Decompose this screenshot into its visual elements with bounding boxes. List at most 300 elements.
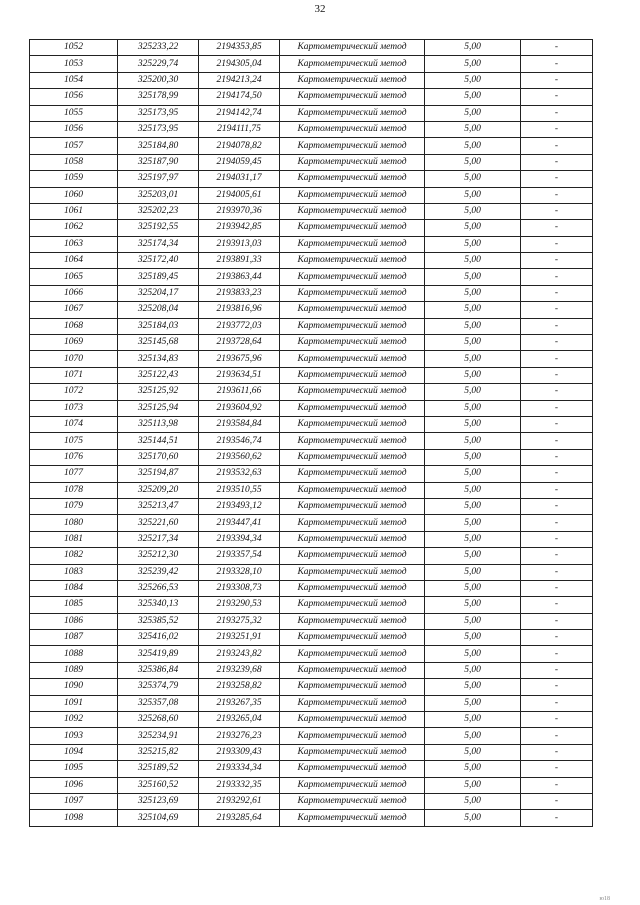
note-cell: - [521,531,593,547]
method-cell: Картометрический метод [280,744,425,760]
x-coordinate-cell: 325385,52 [118,613,199,629]
method-cell: Картометрический метод [280,482,425,498]
x-coordinate-cell: 325215,82 [118,744,199,760]
note-cell: - [521,761,593,777]
point-number-cell: 1058 [30,154,118,170]
x-coordinate-cell: 325125,94 [118,400,199,416]
table-row [30,171,593,187]
point-number-cell: 1089 [30,662,118,678]
y-coordinate-cell: 2194031,17 [199,171,280,187]
accuracy-cell: 5,00 [425,253,521,269]
y-coordinate-cell: 2194078,82 [199,138,280,154]
x-coordinate-cell: 325113,98 [118,416,199,432]
note-cell: - [521,777,593,793]
x-coordinate-cell: 325239,42 [118,564,199,580]
point-number-cell: 1061 [30,203,118,219]
y-coordinate-cell: 2193942,85 [199,220,280,236]
y-coordinate-cell: 2193863,44 [199,269,280,285]
table-row [30,367,593,383]
accuracy-cell: 5,00 [425,384,521,400]
method-cell: Картометрический метод [280,105,425,121]
x-coordinate-cell: 325145,68 [118,335,199,351]
method-cell: Картометрический метод [280,728,425,744]
method-cell: Картометрический метод [280,662,425,678]
accuracy-cell: 5,00 [425,810,521,826]
point-number-cell: 1088 [30,646,118,662]
y-coordinate-cell: 2193913,03 [199,236,280,252]
x-coordinate-cell: 325208,04 [118,302,199,318]
y-coordinate-cell: 2194174,50 [199,89,280,105]
y-coordinate-cell: 2194059,45 [199,154,280,170]
page-number: 32 [314,3,326,15]
accuracy-cell: 5,00 [425,744,521,760]
y-coordinate-cell: 2193510,55 [199,482,280,498]
y-coordinate-cell: 2194142,74 [199,105,280,121]
table-row [30,433,593,449]
method-cell: Картометрический метод [280,580,425,596]
note-cell: - [521,466,593,482]
note-cell: - [521,793,593,809]
method-cell: Картометрический метод [280,56,425,72]
method-cell: Картометрический метод [280,269,425,285]
table-row [30,253,593,269]
y-coordinate-cell: 2194305,04 [199,56,280,72]
note-cell: - [521,613,593,629]
note-cell: - [521,728,593,744]
method-cell: Картометрический метод [280,777,425,793]
table-row [30,318,593,334]
note-cell: - [521,564,593,580]
accuracy-cell: 5,00 [425,498,521,514]
x-coordinate-cell: 325217,34 [118,531,199,547]
y-coordinate-cell: 2193275,32 [199,613,280,629]
method-cell: Картометрический метод [280,449,425,465]
accuracy-cell: 5,00 [425,597,521,613]
accuracy-cell: 5,00 [425,40,521,56]
table-row [30,482,593,498]
y-coordinate-cell: 2193290,53 [199,597,280,613]
note-cell: - [521,679,593,695]
accuracy-cell: 5,00 [425,466,521,482]
point-number-cell: 1056 [30,121,118,137]
method-cell: Картометрический метод [280,761,425,777]
y-coordinate-cell: 2193493,12 [199,498,280,514]
note-cell: - [521,72,593,88]
table-row [30,154,593,170]
accuracy-cell: 5,00 [425,138,521,154]
coordinates-table-body [30,40,593,827]
table-row [30,72,593,88]
point-number-cell: 1059 [30,171,118,187]
y-coordinate-cell: 2193258,82 [199,679,280,695]
method-cell: Картометрический метод [280,515,425,531]
point-number-cell: 1096 [30,777,118,793]
x-coordinate-cell: 325416,02 [118,630,199,646]
note-cell: - [521,810,593,826]
table-row [30,105,593,121]
table-row [30,515,593,531]
note-cell: - [521,335,593,351]
note-cell: - [521,318,593,334]
note-cell: - [521,646,593,662]
table-row [30,712,593,728]
table-row [30,679,593,695]
x-coordinate-cell: 325202,23 [118,203,199,219]
x-coordinate-cell: 325172,40 [118,253,199,269]
method-cell: Картометрический метод [280,187,425,203]
accuracy-cell: 5,00 [425,662,521,678]
note-cell: - [521,433,593,449]
table-row [30,416,593,432]
method-cell: Картометрический метод [280,630,425,646]
table-row [30,220,593,236]
note-cell: - [521,548,593,564]
point-number-cell: 1070 [30,351,118,367]
y-coordinate-cell: 2193308,73 [199,580,280,596]
x-coordinate-cell: 325200,30 [118,72,199,88]
y-coordinate-cell: 2193328,10 [199,564,280,580]
method-cell: Картометрический метод [280,220,425,236]
note-cell: - [521,89,593,105]
y-coordinate-cell: 2193309,43 [199,744,280,760]
method-cell: Картометрический метод [280,171,425,187]
y-coordinate-cell: 2193532,63 [199,466,280,482]
x-coordinate-cell: 325144,51 [118,433,199,449]
x-coordinate-cell: 325170,60 [118,449,199,465]
y-coordinate-cell: 2194111,75 [199,121,280,137]
table-row [30,285,593,301]
point-number-cell: 1072 [30,384,118,400]
point-number-cell: 1064 [30,253,118,269]
accuracy-cell: 5,00 [425,302,521,318]
x-coordinate-cell: 325221,60 [118,515,199,531]
x-coordinate-cell: 325184,03 [118,318,199,334]
note-cell: - [521,40,593,56]
point-number-cell: 1062 [30,220,118,236]
x-coordinate-cell: 325173,95 [118,105,199,121]
y-coordinate-cell: 2193675,96 [199,351,280,367]
method-cell: Картометрический метод [280,695,425,711]
point-number-cell: 1074 [30,416,118,432]
y-coordinate-cell: 2193560,62 [199,449,280,465]
note-cell: - [521,400,593,416]
point-number-cell: 1075 [30,433,118,449]
x-coordinate-cell: 325266,53 [118,580,199,596]
method-cell: Картометрический метод [280,712,425,728]
accuracy-cell: 5,00 [425,72,521,88]
accuracy-cell: 5,00 [425,236,521,252]
accuracy-cell: 5,00 [425,171,521,187]
y-coordinate-cell: 2193251,91 [199,630,280,646]
table-row [30,630,593,646]
point-number-cell: 1055 [30,105,118,121]
x-coordinate-cell: 325189,52 [118,761,199,777]
table-row [30,400,593,416]
method-cell: Картометрический метод [280,613,425,629]
accuracy-cell: 5,00 [425,613,521,629]
y-coordinate-cell: 2193239,68 [199,662,280,678]
accuracy-cell: 5,00 [425,351,521,367]
accuracy-cell: 5,00 [425,121,521,137]
note-cell: - [521,498,593,514]
note-cell: - [521,449,593,465]
note-cell: - [521,351,593,367]
table-row [30,335,593,351]
point-number-cell: 1060 [30,187,118,203]
note-cell: - [521,482,593,498]
note-cell: - [521,285,593,301]
table-row [30,236,593,252]
y-coordinate-cell: 2193728,64 [199,335,280,351]
note-cell: - [521,580,593,596]
accuracy-cell: 5,00 [425,728,521,744]
y-coordinate-cell: 2193611,66 [199,384,280,400]
method-cell: Картометрический метод [280,318,425,334]
accuracy-cell: 5,00 [425,187,521,203]
y-coordinate-cell: 2193285,64 [199,810,280,826]
y-coordinate-cell: 2193604,92 [199,400,280,416]
point-number-cell: 1067 [30,302,118,318]
method-cell: Картометрический метод [280,548,425,564]
y-coordinate-cell: 2193276,23 [199,728,280,744]
x-coordinate-cell: 325134,83 [118,351,199,367]
table-row [30,761,593,777]
point-number-cell: 1095 [30,761,118,777]
x-coordinate-cell: 325104,69 [118,810,199,826]
method-cell: Картометрический метод [280,466,425,482]
method-cell: Картометрический метод [280,40,425,56]
point-number-cell: 1094 [30,744,118,760]
accuracy-cell: 5,00 [425,285,521,301]
accuracy-cell: 5,00 [425,416,521,432]
table-row [30,269,593,285]
y-coordinate-cell: 2194005,61 [199,187,280,203]
x-coordinate-cell: 325213,47 [118,498,199,514]
y-coordinate-cell: 2193891,33 [199,253,280,269]
x-coordinate-cell: 325212,30 [118,548,199,564]
method-cell: Картометрический метод [280,351,425,367]
accuracy-cell: 5,00 [425,548,521,564]
point-number-cell: 1057 [30,138,118,154]
method-cell: Картометрический метод [280,89,425,105]
table-row [30,466,593,482]
table-row [30,564,593,580]
note-cell: - [521,384,593,400]
note-cell: - [521,744,593,760]
y-coordinate-cell: 2193447,41 [199,515,280,531]
x-coordinate-cell: 325160,52 [118,777,199,793]
accuracy-cell: 5,00 [425,400,521,416]
method-cell: Картометрический метод [280,793,425,809]
point-number-cell: 1073 [30,400,118,416]
accuracy-cell: 5,00 [425,367,521,383]
note-cell: - [521,302,593,318]
table-row [30,728,593,744]
point-number-cell: 1068 [30,318,118,334]
point-number-cell: 1082 [30,548,118,564]
note-cell: - [521,712,593,728]
y-coordinate-cell: 2194213,24 [199,72,280,88]
point-number-cell: 1065 [30,269,118,285]
point-number-cell: 1054 [30,72,118,88]
table-row [30,793,593,809]
table-row [30,580,593,596]
x-coordinate-cell: 325229,74 [118,56,199,72]
y-coordinate-cell: 2193833,23 [199,285,280,301]
table-row [30,121,593,137]
point-number-cell: 1078 [30,482,118,498]
x-coordinate-cell: 325178,99 [118,89,199,105]
method-cell: Картометрический метод [280,335,425,351]
point-number-cell: 1079 [30,498,118,514]
note-cell: - [521,121,593,137]
method-cell: Картометрический метод [280,679,425,695]
table-row [30,777,593,793]
accuracy-cell: 5,00 [425,220,521,236]
accuracy-cell: 5,00 [425,318,521,334]
table-row [30,89,593,105]
point-number-cell: 1086 [30,613,118,629]
y-coordinate-cell: 2193584,84 [199,416,280,432]
y-coordinate-cell: 2194353,85 [199,40,280,56]
table-row [30,531,593,547]
point-number-cell: 1071 [30,367,118,383]
note-cell: - [521,269,593,285]
point-number-cell: 1091 [30,695,118,711]
x-coordinate-cell: 325184,80 [118,138,199,154]
method-cell: Картометрический метод [280,367,425,383]
accuracy-cell: 5,00 [425,679,521,695]
x-coordinate-cell: 325189,45 [118,269,199,285]
point-number-cell: 1080 [30,515,118,531]
x-coordinate-cell: 325192,55 [118,220,199,236]
x-coordinate-cell: 325374,79 [118,679,199,695]
y-coordinate-cell: 2193634,51 [199,367,280,383]
method-cell: Картометрический метод [280,154,425,170]
y-coordinate-cell: 2193334,34 [199,761,280,777]
x-coordinate-cell: 325187,90 [118,154,199,170]
point-number-cell: 1066 [30,285,118,301]
note-cell: - [521,220,593,236]
note-cell: - [521,662,593,678]
point-number-cell: 1063 [30,236,118,252]
x-coordinate-cell: 325419,89 [118,646,199,662]
note-cell: - [521,171,593,187]
table-row [30,597,593,613]
note-cell: - [521,236,593,252]
coordinates-table [29,39,593,827]
y-coordinate-cell: 2193292,61 [199,793,280,809]
accuracy-cell: 5,00 [425,154,521,170]
x-coordinate-cell: 325125,92 [118,384,199,400]
method-cell: Картометрический метод [280,400,425,416]
y-coordinate-cell: 2193394,34 [199,531,280,547]
accuracy-cell: 5,00 [425,580,521,596]
note-cell: - [521,630,593,646]
y-coordinate-cell: 2193265,04 [199,712,280,728]
note-cell: - [521,515,593,531]
x-coordinate-cell: 325123,69 [118,793,199,809]
x-coordinate-cell: 325357,08 [118,695,199,711]
point-number-cell: 1052 [30,40,118,56]
y-coordinate-cell: 2193546,74 [199,433,280,449]
method-cell: Картометрический метод [280,564,425,580]
method-cell: Картометрический метод [280,646,425,662]
method-cell: Картометрический метод [280,597,425,613]
note-cell: - [521,56,593,72]
note-cell: - [521,105,593,121]
table-row [30,662,593,678]
point-number-cell: 1084 [30,580,118,596]
point-number-cell: 1053 [30,56,118,72]
y-coordinate-cell: 2193970,36 [199,203,280,219]
note-cell: - [521,154,593,170]
note-cell: - [521,203,593,219]
point-number-cell: 1076 [30,449,118,465]
method-cell: Картометрический метод [280,253,425,269]
accuracy-cell: 5,00 [425,203,521,219]
method-cell: Картометрический метод [280,531,425,547]
method-cell: Картометрический метод [280,285,425,301]
point-number-cell: 1092 [30,712,118,728]
y-coordinate-cell: 2193243,82 [199,646,280,662]
table-row [30,548,593,564]
accuracy-cell: 5,00 [425,564,521,580]
accuracy-cell: 5,00 [425,269,521,285]
table-row [30,56,593,72]
method-cell: Картометрический метод [280,121,425,137]
point-number-cell: 1081 [30,531,118,547]
accuracy-cell: 5,00 [425,695,521,711]
accuracy-cell: 5,00 [425,646,521,662]
point-number-cell: 1098 [30,810,118,826]
x-coordinate-cell: 325234,91 [118,728,199,744]
method-cell: Картометрический метод [280,498,425,514]
x-coordinate-cell: 325340,13 [118,597,199,613]
table-row [30,138,593,154]
y-coordinate-cell: 2193357,54 [199,548,280,564]
point-number-cell: 1087 [30,630,118,646]
accuracy-cell: 5,00 [425,433,521,449]
x-coordinate-cell: 325268,60 [118,712,199,728]
point-number-cell: 1083 [30,564,118,580]
x-coordinate-cell: 325122,43 [118,367,199,383]
accuracy-cell: 5,00 [425,793,521,809]
accuracy-cell: 5,00 [425,630,521,646]
table-row [30,384,593,400]
x-coordinate-cell: 325204,17 [118,285,199,301]
x-coordinate-cell: 325173,95 [118,121,199,137]
point-number-cell: 1085 [30,597,118,613]
table-row [30,695,593,711]
method-cell: Картометрический метод [280,810,425,826]
y-coordinate-cell: 2193816,96 [199,302,280,318]
method-cell: Картометрический метод [280,203,425,219]
note-cell: - [521,416,593,432]
method-cell: Картометрический метод [280,72,425,88]
y-coordinate-cell: 2193267,35 [199,695,280,711]
point-number-cell: 1093 [30,728,118,744]
table-row [30,646,593,662]
table-row [30,187,593,203]
table-row [30,810,593,826]
accuracy-cell: 5,00 [425,515,521,531]
table-row [30,449,593,465]
method-cell: Картометрический метод [280,236,425,252]
table-row [30,613,593,629]
method-cell: Картометрический метод [280,416,425,432]
note-cell: - [521,187,593,203]
